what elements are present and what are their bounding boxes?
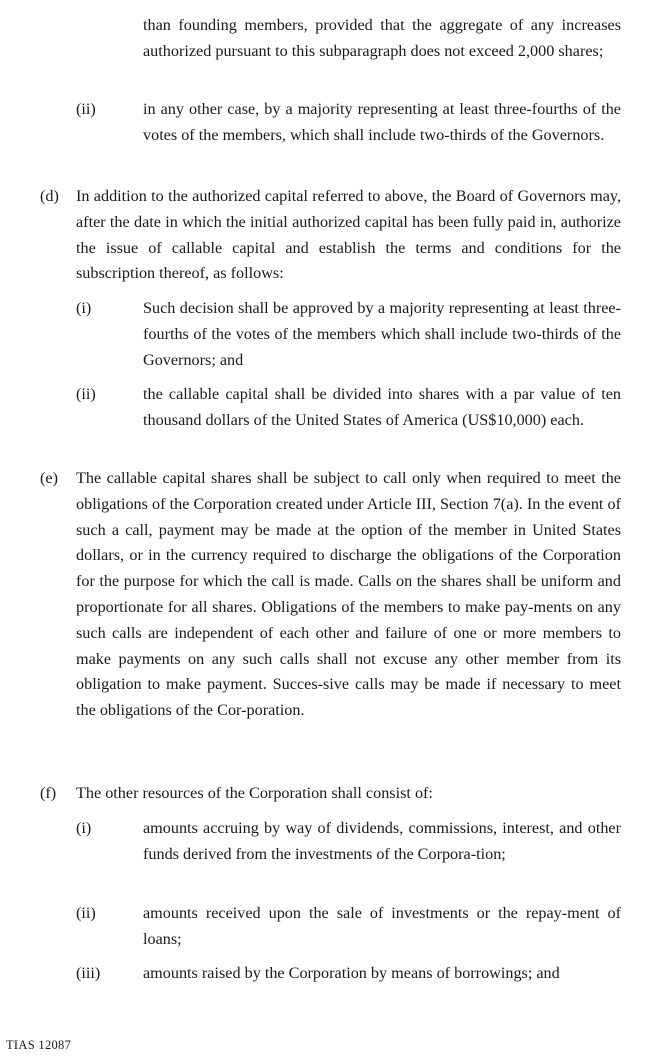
paragraph-c-ii-text: in any other case, by a majority representing at least three-fourths of the votes of the members, which shall include two-thirds of the Governors. [143,100,621,144]
paragraph-e-label: (e) [40,469,58,487]
paragraph-d-text: In addition to the authorized capital referred to above, the Board of Governors may, after the date in which the initial authorized capital has been fully paid in, authorize the issue of callable capital and establish the terms and conditions for the subscription thereof, as follows: [76,187,621,283]
paragraph-f-ii-text: amounts received upon the sale of investments or the repay-ment of loans; [143,904,621,948]
paragraph-d-i-text: Such decision shall be approved by a majority representing at least three-fourths of the votes of the members which shall include two-thirds of the Governors; and [143,299,621,369]
paragraph-f-ii-label: (ii) [76,904,96,922]
paragraph-f-i-label: (i) [76,819,92,837]
paragraph-d-ii-text: the callable capital shall be divided into shares with a par value of ten thousand dollars of the United States of America (US$10,000) each. [143,385,621,429]
paragraph-d-label: (d) [40,187,59,205]
paragraph-c-ii-label: (ii) [76,100,96,118]
paragraph-d-i-label: (i) [76,299,92,317]
paragraph-d-ii-label: (ii) [76,385,96,403]
paragraph-f-text: The other resources of the Corporation shall consist of: [76,784,433,802]
paragraph-f-label: (f) [40,784,57,802]
paragraph-e-text: The callable capital shares shall be subject to call only when required to meet the obligations of the Corporation created under Article III, Section 7(a). In the event of such a call, payment may be made at the option of the member in United States dollars, or in the currency required to discharge the obligations of the Corporation for the purpose for which the call is made. Calls on the shares shall be uniform and proportionate for all shares. Obligations of the members to make pay-ments on any such calls are independent of each other and failure of one or more members to make payments on any such calls shall not excuse any other member from its obligation to make payment. Succes-sive calls may be made if necessary to meet the obligations of the Cor-poration. [76,469,621,720]
paragraph-f-iii-label: (iii) [76,964,101,982]
page-footer-tias-number: TIAS 12087 [6,1038,72,1052]
paragraph-f-iii-text: amounts raised by the Corporation by means of borrowings; and [143,964,560,982]
paragraph-c-i-continuation: than founding members, provided that the aggregate of any increases authorized pursuant to this subparagraph does not exceed 2,000 shares; [143,16,621,60]
paragraph-f-i-text: amounts accruing by way of dividends, commissions, interest, and other funds derived from the investments of the Corpora-tion; [143,819,621,863]
